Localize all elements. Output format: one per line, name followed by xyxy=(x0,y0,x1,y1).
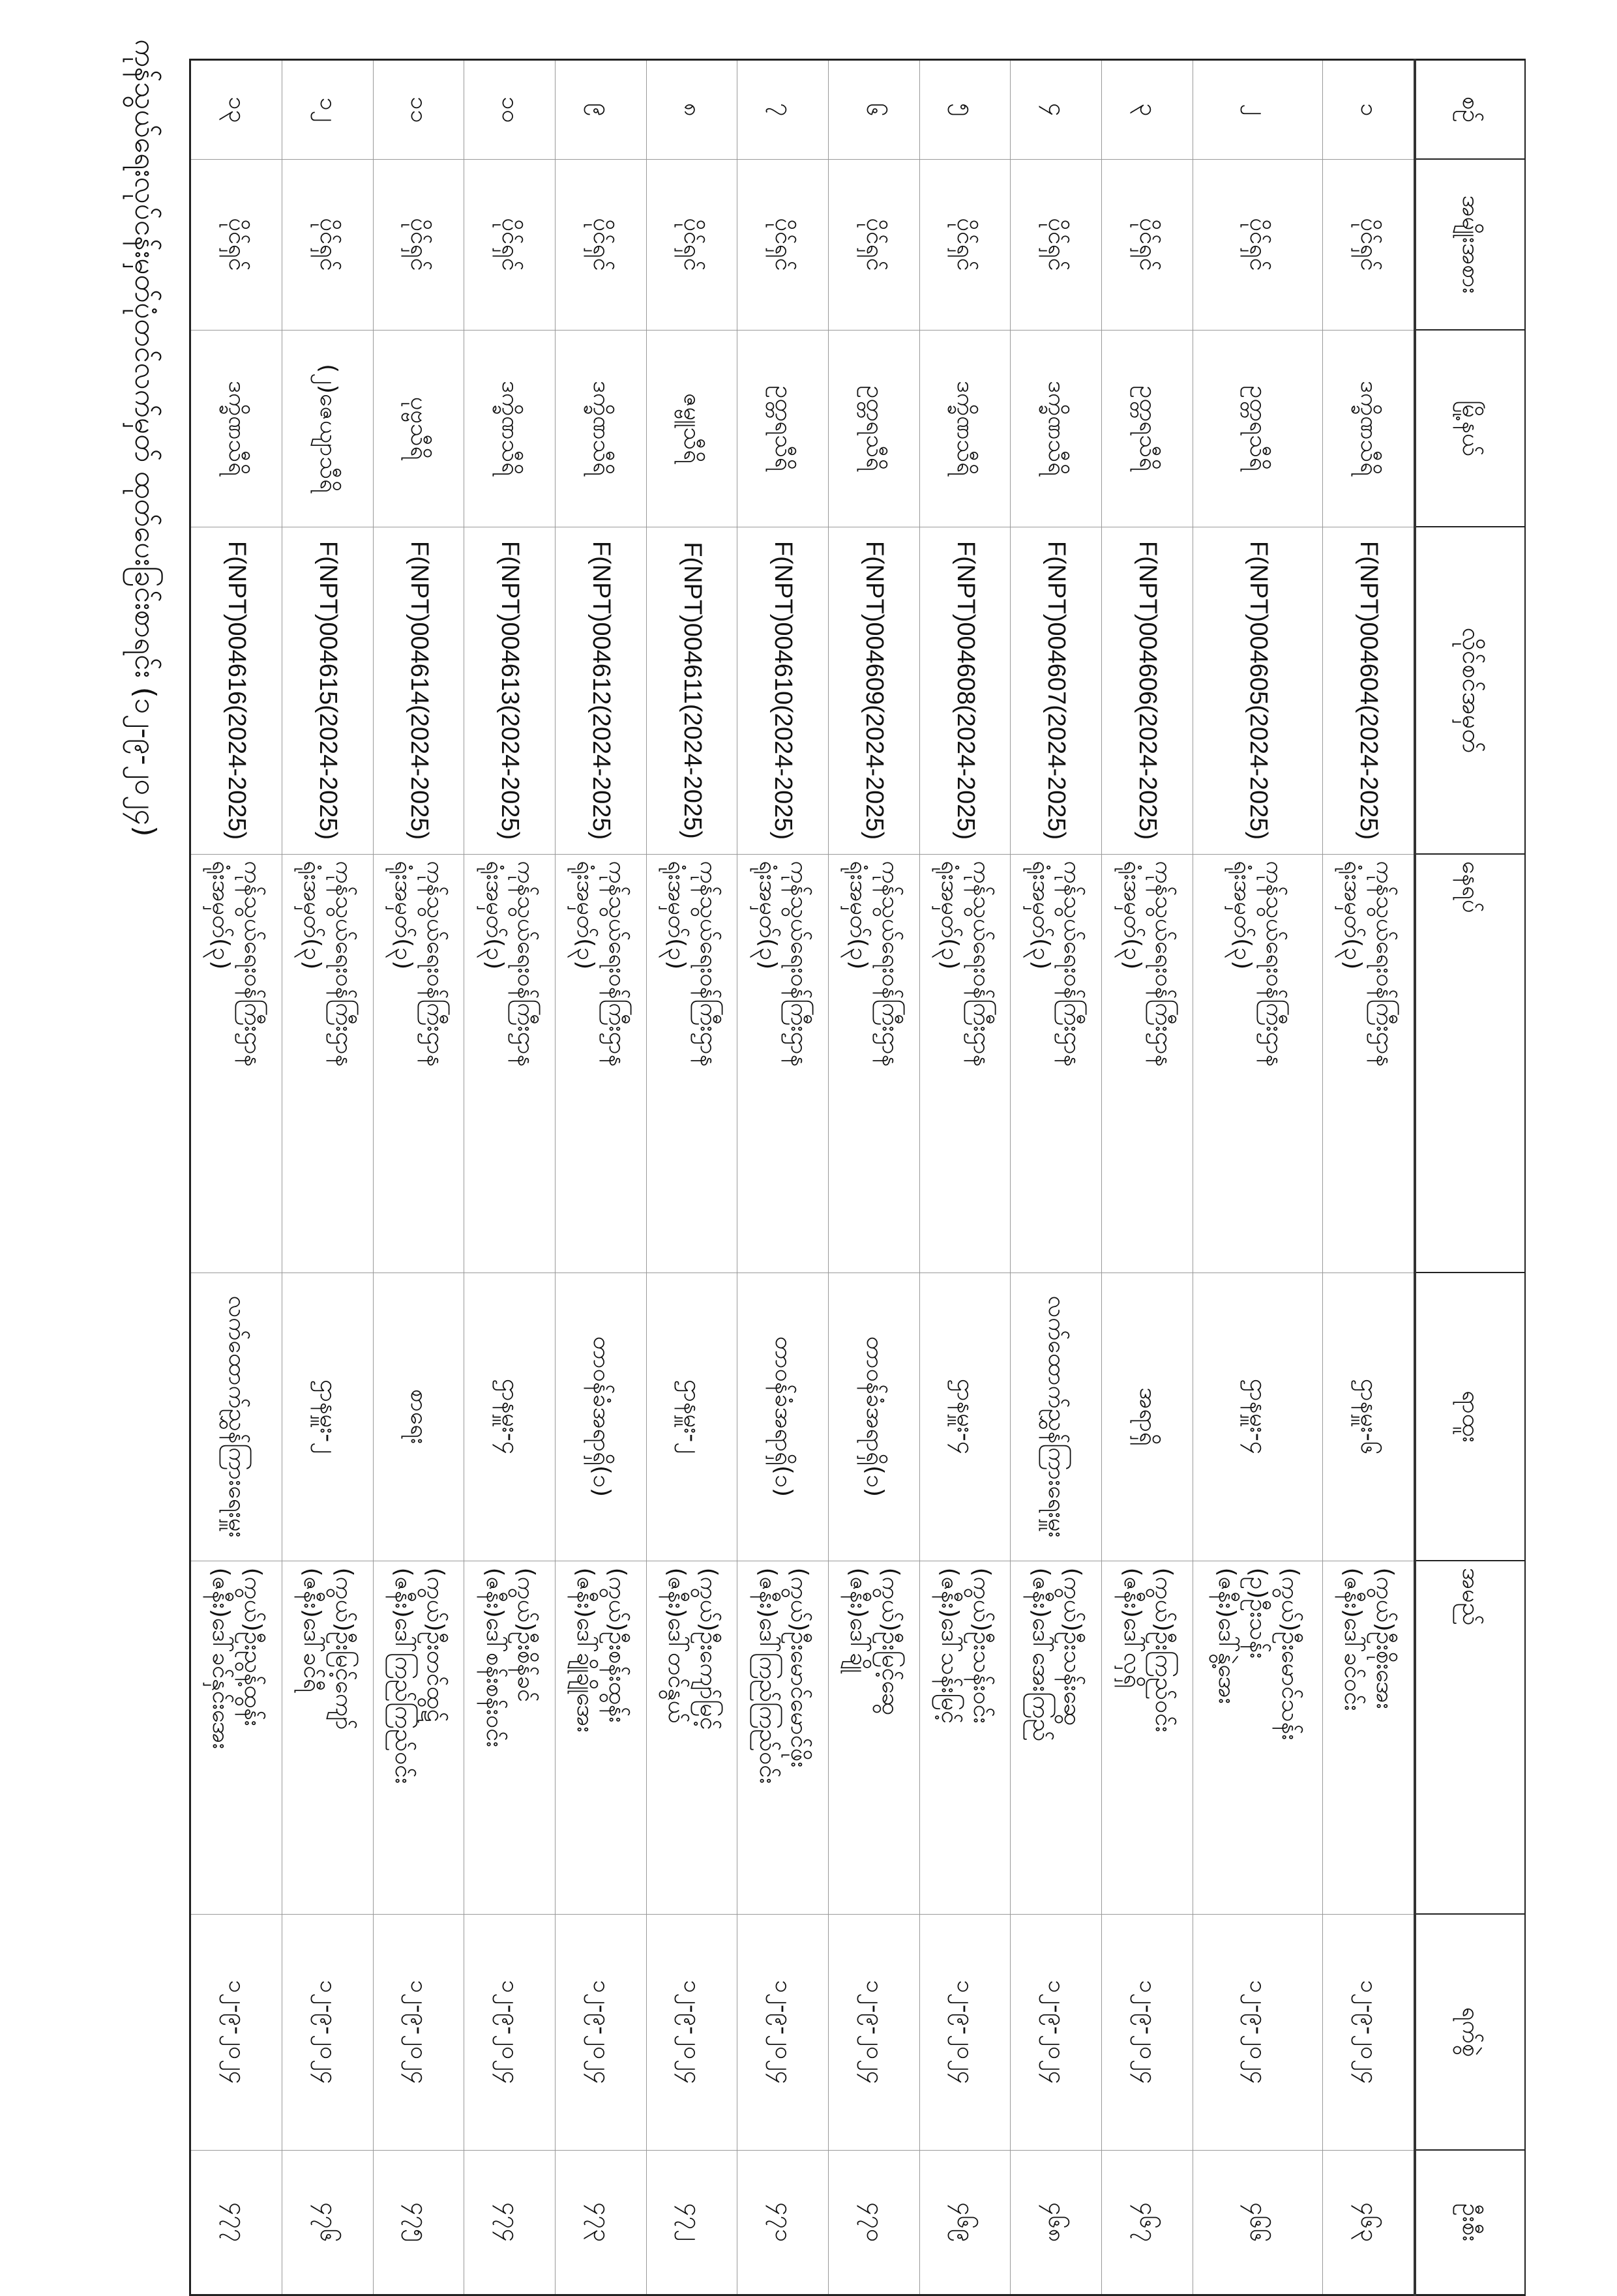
address-cell xyxy=(373,854,464,1273)
name-cell-line: (ဇနီး)ဒေါ်တင်နွယ် xyxy=(663,1567,690,1724)
position-cell: တာဝန်ခံအရာရှိ(၁) xyxy=(737,1273,829,1561)
type-cell: ပိုင်ရှင် xyxy=(1322,159,1415,330)
date-cell: ၁၂-၉-၂၀၂၄ xyxy=(1102,1914,1193,2150)
license-cell: F(NPT)004615(2024-2025) xyxy=(282,527,373,854)
serial-cell: ၆ xyxy=(829,60,920,160)
license-cell: F(NPT)004614(2024-2025) xyxy=(373,527,464,854)
name-cell-line: (ဇနီး)ဒေါ်ခင်ဝင်း xyxy=(1339,1567,1367,1711)
address-cell-line: ကုန်သွယ်ရေးဝန်ကြီးဌာန xyxy=(421,861,449,1067)
name-cell-line: (ကွယ်)ဦးမြင့်ကျော် xyxy=(330,1567,357,1730)
table-row xyxy=(1193,60,1322,2295)
license-cell: F(NPT)004606(2024-2025) xyxy=(1102,527,1193,854)
date-cell: ၁၂-၉-၂၀၂၄ xyxy=(282,1914,373,2150)
header-serial: စဉ် xyxy=(1415,60,1525,160)
address-cell-line: ရုံးအမှတ်(၃) xyxy=(845,861,872,970)
type-cell: ပိုင်ရှင် xyxy=(737,159,829,330)
name-cell-line: (ဇနီး)ဒေါ်ချိုချိုအေး xyxy=(572,1567,599,1733)
township-cell: ဇမ္ဗူသီရိ xyxy=(646,330,737,527)
address-cell-line: ကုန်သွယ်ရေးဝန်ကြီးဌာန xyxy=(1059,861,1086,1067)
header-name: အမည် xyxy=(1415,1561,1525,1914)
type-cell: ပိုင်ရှင် xyxy=(1102,159,1193,330)
serial-cell: ၅ xyxy=(919,60,1011,160)
name-cell-line: (ကွယ်)ဦးကြည်ဝင်း xyxy=(1150,1567,1178,1733)
number-cell: ၄၇၃ xyxy=(556,2150,647,2295)
address-cell-line: ကုန်သွယ်ရေးဝန်ကြီးဌာန xyxy=(603,861,630,1067)
table-row xyxy=(1102,60,1193,2295)
date-cell: ၁၂-၉-၂၀၂၄ xyxy=(373,1914,464,2150)
address-cell-line: ရုံးအမှတ်(၃) xyxy=(207,861,235,970)
position-cell: ဌာနမှူး-၄ xyxy=(464,1273,556,1561)
date-cell: ၁၂-၉-၂၀၂၄ xyxy=(1193,1914,1322,2150)
number-cell: ၄၇၄ xyxy=(464,2150,556,2295)
address-cell-line: ကုန်သွယ်ရေးဝန်ကြီးဌာန xyxy=(239,861,267,1067)
township-cell: ပုဗ္ဗသီရိ xyxy=(373,330,464,527)
address-cell xyxy=(556,854,647,1273)
license-cell: F(NPT)004611(2024-2025) xyxy=(646,527,737,854)
license-table xyxy=(189,59,1526,2296)
number-cell: ၄၇၁ xyxy=(737,2150,829,2295)
date-cell: ၁၂-၉-၂၀၂၄ xyxy=(190,1914,282,2150)
name-cell-line: (ဥ)ဦးသန်း xyxy=(1245,1567,1272,1659)
township-cell: ဒက္ခိဏသီရိ xyxy=(1011,330,1102,527)
date-cell: ၁၂-၉-၂၀၂၄ xyxy=(556,1914,647,2150)
township-cell: ဥတ္တရသီရိ xyxy=(737,330,829,527)
table-header-row xyxy=(1415,60,1525,2295)
name-cell xyxy=(1102,1561,1193,1914)
name-cell-line: (ဇနီး)ဒေါ်ခင်ရီ xyxy=(299,1567,326,1692)
header-address: နေရပ် xyxy=(1415,854,1525,1273)
table-row xyxy=(737,60,829,2295)
name-cell-line: (ဇနီး)ဒေါ်ကြည်ကြည်ဝင်း xyxy=(754,1567,781,1784)
name-cell xyxy=(737,1561,829,1914)
serial-cell: ၁၀ xyxy=(464,60,556,160)
name-cell xyxy=(464,1561,556,1914)
serial-cell: ၁ xyxy=(1322,60,1415,160)
serial-cell: ၂ xyxy=(1193,60,1322,160)
address-cell-line: ကုန်သွယ်ရေးဝန်ကြီးဌာန xyxy=(1150,861,1178,1067)
township-cell: ဒက္ခိဏသီရိ xyxy=(464,330,556,527)
name-cell-line: (ကွယ်)ဦးမောင်မောင်ဖိုး xyxy=(786,1567,813,1768)
township-cell: ဒက္ခိဏသီရိ xyxy=(1322,330,1415,527)
township-cell: (၂)ဇေယျာသီရိ xyxy=(282,330,373,527)
position-cell: ဌာနမှူး-၂ xyxy=(282,1273,373,1561)
type-cell: ပိုင်ရှင် xyxy=(190,159,282,330)
table-row xyxy=(1011,60,1102,2295)
table-row xyxy=(829,60,920,2295)
table-row xyxy=(919,60,1011,2295)
name-cell xyxy=(829,1561,920,1914)
table-row xyxy=(646,60,737,2295)
header-type: အမျိုးအစား xyxy=(1415,159,1525,330)
position-cell: တာဝန်ခံအရာရှိ(၁) xyxy=(556,1273,647,1561)
table-row xyxy=(190,60,282,2295)
position-cell: ဌာနမှူး-၄ xyxy=(919,1273,1011,1561)
license-cell: F(NPT)004605(2024-2025) xyxy=(1193,527,1322,854)
name-cell-line: (ဇနီး)ဒေါ်သန်းမြင့် xyxy=(936,1567,964,1724)
serial-cell: ၇ xyxy=(737,60,829,160)
address-cell-line: ရုံးအမှတ်(၃) xyxy=(481,861,508,970)
name-cell-line: (ကွယ်)ဦးသန်းဝင်း xyxy=(968,1567,995,1724)
date-cell: ၁၂-၉-၂၀၂၄ xyxy=(919,1914,1011,2150)
name-cell xyxy=(1322,1561,1415,1914)
table-row xyxy=(556,60,647,2295)
type-cell: ပိုင်ရှင် xyxy=(646,159,737,330)
license-cell: F(NPT)004604(2024-2025) xyxy=(1322,527,1415,854)
address-cell xyxy=(464,854,556,1273)
name-cell xyxy=(1193,1561,1322,1914)
name-cell xyxy=(190,1561,282,1914)
address-cell-line: ကုန်သွယ်ရေးဝန်ကြီးဌာန xyxy=(877,861,904,1067)
name-cell-line: (ကွယ်)ဦးသန်းဆွေ xyxy=(1059,1567,1086,1726)
address-cell-line: ရုံးအမှတ်(၃) xyxy=(1339,861,1367,970)
document-title: ကုန်သွယ်ရေးလုပ်ငန်းမှတ်ပုံတင်လက်မှတ် ထုတ်ပေးခြင်းစာရင်း (၁၂-၉-၂၀၂၄) xyxy=(128,39,162,837)
serial-cell: ၁၂ xyxy=(282,60,373,160)
township-cell: ဒက္ခိဏသီရိ xyxy=(919,330,1011,527)
serial-cell: ၁၃ xyxy=(190,60,282,160)
name-cell-line: (ကွယ်)ဦးစန်းထွန်း xyxy=(603,1567,630,1723)
name-cell-line: (ကွယ်)ဦးကျော်မြင့် xyxy=(694,1567,722,1730)
position-cell: ဌာနမှူး-၆ xyxy=(1322,1273,1415,1561)
name-cell-line: (ကွယ်)ဦးစိန်ခင် xyxy=(512,1567,540,1702)
name-cell-line: (ဇနီး)ဒေါ်လှရှိ xyxy=(1118,1567,1146,1688)
number-cell: ၄၇၅ xyxy=(373,2150,464,2295)
address-cell-line: ရုံးအမှတ်(၃) xyxy=(1118,861,1146,970)
position-cell: စာရေး xyxy=(373,1273,464,1561)
name-cell xyxy=(282,1561,373,1914)
number-cell: ၄၇၂ xyxy=(646,2150,737,2295)
header-position: ရာထူး xyxy=(1415,1273,1525,1561)
address-cell xyxy=(1102,854,1193,1273)
position-cell: တာဝန်ခံအရာရှိ(၁) xyxy=(829,1273,920,1561)
date-cell: ၁၂-၉-၂၀၂၄ xyxy=(464,1914,556,2150)
type-cell: ပိုင်ရှင် xyxy=(919,159,1011,330)
name-cell-line: (ကွယ်)ဦးတင်ထွဋ် xyxy=(421,1567,449,1722)
serial-cell: ၄ xyxy=(1011,60,1102,160)
type-cell: ပိုင်ရှင် xyxy=(282,159,373,330)
serial-cell: ၃ xyxy=(1102,60,1193,160)
address-cell-line: ကုန်သွယ်ရေးဝန်ကြီးဌာန xyxy=(968,861,995,1067)
address-cell-line: ရုံးအမှတ်(၃) xyxy=(663,861,690,970)
type-cell: ပိုင်ရှင် xyxy=(373,159,464,330)
table-body xyxy=(190,60,1416,2295)
address-cell xyxy=(282,854,373,1273)
address-cell-line: ရုံးအမှတ်(၃) xyxy=(1228,861,1256,970)
address-cell-line: ရုံးအမှတ်(၃) xyxy=(1027,861,1054,970)
number-cell: ၄၆၆ xyxy=(1193,2150,1322,2295)
name-cell-line: (ကွယ်)ဦးမြင့်ဆွေ xyxy=(877,1567,904,1716)
serial-cell: ၈ xyxy=(646,60,737,160)
number-cell: ၄၇၇ xyxy=(190,2150,282,2295)
type-cell: ပိုင်ရှင် xyxy=(1193,159,1322,330)
position-cell: အရာရှိ xyxy=(1102,1273,1193,1561)
address-cell xyxy=(737,854,829,1273)
number-cell: ၄၇၆ xyxy=(282,2150,373,2295)
name-cell xyxy=(556,1561,647,1914)
name-cell-line: (ဇနီး)ဒေါ်ခင်နှင်းအေး xyxy=(207,1567,235,1750)
name-cell-line: (ဇနီး)ဒေါ်အေးကြည် xyxy=(1027,1567,1054,1742)
position-cell: လက်ထောက်ညွှန်ကြားရေးမှူး xyxy=(1011,1273,1102,1561)
table-row xyxy=(464,60,556,2295)
license-cell: F(NPT)004610(2024-2025) xyxy=(737,527,829,854)
name-cell-line: (ဇနီး)ဒေါ်ချို xyxy=(845,1567,872,1673)
name-cell-line: (ဇနီး)ဒေါ်စန်းစန်းဝင်း xyxy=(481,1567,508,1748)
address-cell-line: ရုံးအမှတ်(၃) xyxy=(754,861,781,970)
license-cell: F(NPT)004613(2024-2025) xyxy=(464,527,556,854)
header-township: မြို့နယ် xyxy=(1415,330,1525,527)
table-row xyxy=(373,60,464,2295)
address-cell xyxy=(829,854,920,1273)
number-cell: ၄၆၃ xyxy=(1322,2150,1415,2295)
license-cell: F(NPT)004616(2024-2025) xyxy=(190,527,282,854)
address-cell-line: ရုံးအမှတ်(၃) xyxy=(936,861,964,970)
type-cell: ပိုင်ရှင် xyxy=(1011,159,1102,330)
address-cell xyxy=(1322,854,1415,1273)
name-cell-line: (ကွယ်)ဦးညွန့်ထွန်း xyxy=(239,1567,267,1726)
township-cell: ဥတ္တရသီရိ xyxy=(1193,330,1322,527)
position-cell: လက်ထောက်ညွှန်ကြားရေးမှူး xyxy=(190,1273,282,1561)
license-cell: F(NPT)004607(2024-2025) xyxy=(1011,527,1102,854)
name-cell xyxy=(919,1561,1011,1914)
name-cell xyxy=(373,1561,464,1914)
address-cell-line: ရုံးအမှတ်(၃) xyxy=(572,861,599,970)
township-cell: ဒက္ခိဏသီရိ xyxy=(190,330,282,527)
number-cell: ၄၇၀ xyxy=(829,2150,920,2295)
table-row xyxy=(1322,60,1415,2295)
serial-cell: ၁၁ xyxy=(373,60,464,160)
position-cell: ဌာနမှူး-၄ xyxy=(1193,1273,1322,1561)
address-cell-line: ကုန်သွယ်ရေးဝန်ကြီးဌာန xyxy=(694,861,722,1067)
name-cell-line: (ဇနီး)ဒေါ်နွဲ့အေး xyxy=(1213,1567,1240,1704)
date-cell: ၁၂-၉-၂၀၂၄ xyxy=(1322,1914,1415,2150)
address-cell xyxy=(1193,854,1322,1273)
name-cell-line: (ဇနီး)ဒေါ်ကြည်ကြည်ဝင်း xyxy=(390,1567,417,1784)
type-cell: ပိုင်ရှင် xyxy=(829,159,920,330)
township-cell: ဥတ္တရသီရိ xyxy=(1102,330,1193,527)
type-cell: ပိုင်ရှင် xyxy=(464,159,556,330)
address-cell-line: ကုန်သွယ်ရေးဝန်ကြီးဌာန xyxy=(1371,861,1399,1067)
serial-cell: ၉ xyxy=(556,60,647,160)
license-cell: F(NPT)004608(2024-2025) xyxy=(919,527,1011,854)
address-cell-line: ကုန်သွယ်ရေးဝန်ကြီးဌာန xyxy=(1260,861,1288,1067)
date-cell: ၁၂-၉-၂၀၂၄ xyxy=(829,1914,920,2150)
number-cell: ၄၆၇ xyxy=(1102,2150,1193,2295)
date-cell: ၁၂-၉-၂၀၂၄ xyxy=(737,1914,829,2150)
header-license: လိုင်စင်အမှတ် xyxy=(1415,527,1525,854)
number-cell: ၄၆၈ xyxy=(1011,2150,1102,2295)
license-cell: F(NPT)004609(2024-2025) xyxy=(829,527,920,854)
address-cell xyxy=(919,854,1011,1273)
name-cell-line: (ကွယ်)ဦးစိုးအေး xyxy=(1371,1567,1399,1709)
address-cell-line: ကုန်သွယ်ရေးဝန်ကြီးဌာန xyxy=(330,861,357,1067)
address-cell-line: ရုံးအမှတ်(၃) xyxy=(299,861,326,970)
type-cell: ပိုင်ရှင် xyxy=(556,159,647,330)
header-date: ရက်စွဲ xyxy=(1415,1914,1525,2150)
address-cell xyxy=(190,854,282,1273)
date-cell: ၁၂-၉-၂၀၂၄ xyxy=(1011,1914,1102,2150)
address-cell-line: ရုံးအမှတ်(၃) xyxy=(390,861,417,970)
name-cell-line: (ကွယ်)ဦးမောင်သန်း xyxy=(1276,1567,1303,1741)
township-cell: ဥတ္တရသီရိ xyxy=(829,330,920,527)
number-cell: ၄၆၉ xyxy=(919,2150,1011,2295)
license-cell: F(NPT)004612(2024-2025) xyxy=(556,527,647,854)
date-cell: ၁၂-၉-၂၀၂၄ xyxy=(646,1914,737,2150)
address-cell xyxy=(1011,854,1102,1273)
name-cell xyxy=(1011,1561,1102,1914)
township-cell: ဒက္ခိဏသီရိ xyxy=(556,330,647,527)
position-cell: ဌာနမှူး-၂ xyxy=(646,1273,737,1561)
table-row xyxy=(282,60,373,2295)
address-cell-line: ကုန်သွယ်ရေးဝန်ကြီးဌာန xyxy=(512,861,540,1067)
address-cell xyxy=(646,854,737,1273)
address-cell-line: ကုန်သွယ်ရေးဝန်ကြီးဌာန xyxy=(786,861,813,1067)
name-cell xyxy=(646,1561,737,1914)
header-no: ဦးစီး xyxy=(1415,2150,1525,2295)
